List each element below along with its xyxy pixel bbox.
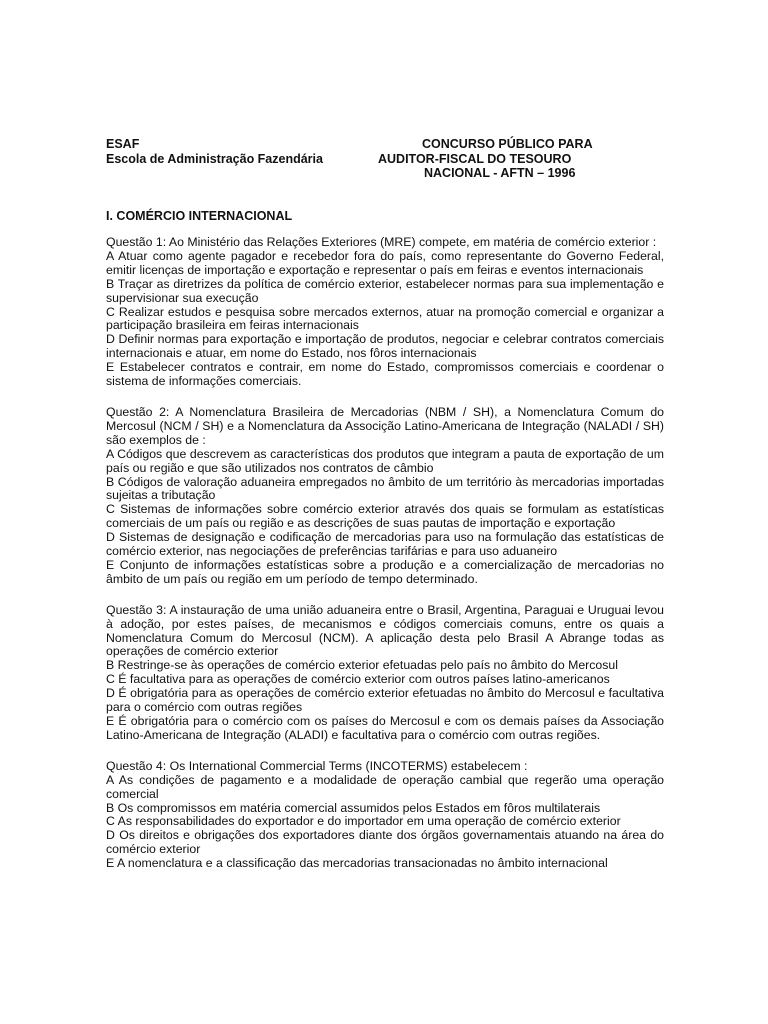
option-d: D Os direitos e obrigações dos exportadores diante dos órgãos governamentais atuando na área do comércio exterior [106,828,664,857]
exam-title-line1: CONCURSO PÚBLICO PARA [422,137,593,151]
option-e: E Estabelecer contratos e contrair, em nome do Estado, compromissos comerciais e coordenar o sistema de informações comerciais. [106,360,664,389]
option-c: C Realizar estudos e pesquisa sobre mercados externos, atuar na promoção comercial e organizar a participação brasileira em feiras internacionais [106,304,664,333]
option-b: B Códigos de valoração aduaneira empregados no âmbito de um território às mercadorias importadas sujeitas a tributação [106,474,664,503]
option-b: B Traçar as diretrizes da política de comércio exterior, estabelecer normas para sua implementação e supervisionar sua execução [106,276,664,305]
question-1 [106,236,664,389]
option-d: D É obrigatória para as operações de comércio exterior efetuadas no âmbito do Mercosul e facultativa para o comércio com outras regiões [106,686,664,715]
option-d: D Sistemas de designação e codificação de mercadorias para uso na formulação das estatísticas de comércio exterior, nas negociações de preferências tarifárias e para uso aduaneiro [106,530,664,559]
option-c: C É facultativa para as operações de comércio exterior com outros países latino-americanos [106,672,610,687]
option-b: B Restringe-se às operações de comércio exterior efetuadas pelo país no âmbito do Mercosul [106,658,618,673]
exam-title-line3: NACIONAL - AFTN – 1996 [424,166,576,180]
option-a: A As condições de pagamento e a modalidade de operação cambial que regerão uma operação comercial [106,772,664,801]
org-name: ESAF [106,137,140,151]
option-b: B Os compromissos em matéria comercial assumidos pelos Estados em fôros multilaterais [106,800,601,815]
question-text: Questão 3: A instauração de uma união aduaneira entre o Brasil, Argentina, Paraguai e Uruguai levou à adoção, por estes países, de mecanismos e códigos comerciais comuns, entre os quais a Nomenclatura Comum do Mercosul (NCM). A aplicação desta pelo Brasil A Abrange todas as operações de comércio exterior [106,602,664,659]
option-a: A Atuar como agente pagador e recebedor fora do país, como representante do Governo Federal, emitir licenças de importação e exportação e representar o país em feiras e eventos internacionais [106,248,664,277]
question-4 [106,760,664,871]
option-e: E Conjunto de informações estatísticas sobre a produção e a comercialização de mercadorias no âmbito de um país ou região em um período de tempo determinado. [106,557,664,586]
section-title: I. COMÉRCIO INTERNACIONAL [106,209,293,223]
option-c: C As responsabilidades do exportador e do importador em uma operação de comércio exterior [106,814,621,829]
option-c: C Sistemas de informações sobre comércio exterior através dos quais se formulam as estatísticas comerciais de um país ou região e as descrições de suas pautas de importação e exportação [106,502,664,531]
question-text: Questão 2: A Nomenclatura Brasileira de Mercadorias (NBM / SH), a Nomenclatura Comum do Mercosul (NCM / SH) e a Nomenclatura da Associção Latino-Americana de Integração (NALADI / SH) são exemplos de : [106,404,664,447]
option-d: D Definir normas para exportação e importação de produtos, negociar e celebrar contratos comerciais internacionais e atuar, em nome do Estado, nos fôros internacionais [106,332,664,361]
question-3 [106,604,664,743]
option-e: E A nomenclatura e a classificação das mercadorias transacionadas no âmbito internacional [106,856,608,871]
question-text: Questão 4: Os International Commercial Terms (INCOTERMS) estabelecem : [106,758,528,773]
option-e: E É obrigatória para o comércio com os países do Mercosul e com os demais países da Associação Latino-Americana de Integração (ALADI) e facultativa para o comércio com outras regiões. [106,714,664,742]
question-2 [106,406,664,587]
questions-list [106,236,664,888]
exam-title-line2: AUDITOR-FISCAL DO TESOURO [378,152,572,166]
option-a: A Códigos que descrevem as características dos produtos que integram a pauta de exportação de um país ou região e que são utilizados nos contratos de câmbio [106,446,664,475]
question-text: Questão 1: Ao Ministério das Relações Exteriores (MRE) compete, em matéria de comércio exterior : [106,235,657,249]
org-full-name: Escola de Administração Fazendária [106,152,323,166]
